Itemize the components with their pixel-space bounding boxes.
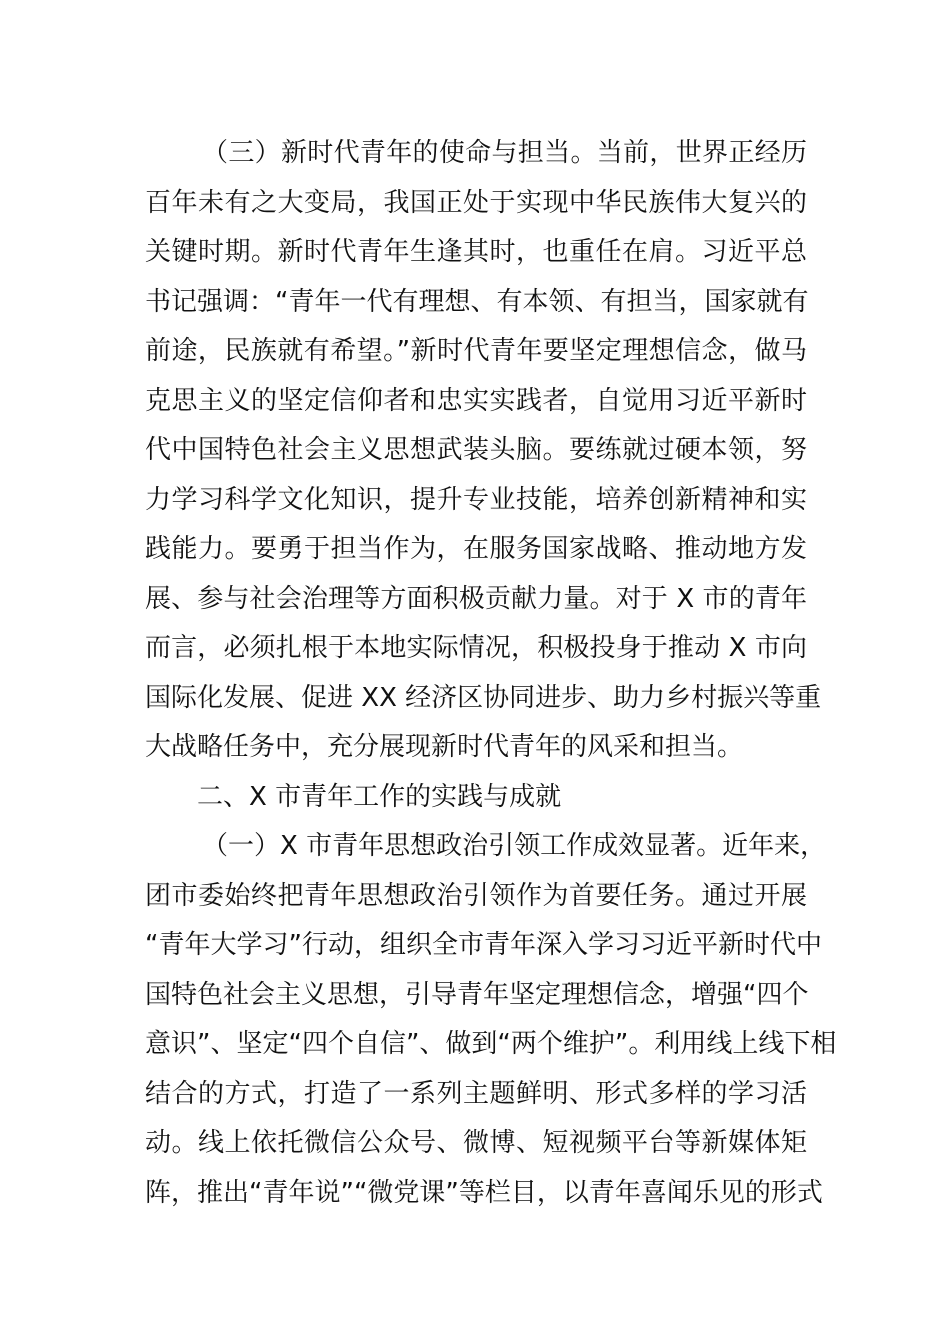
paragraph-line: 国际化发展、促进 XX 经济区协同进步、助力乡村振兴等重 — [145, 682, 822, 713]
paragraph-line: 大战略任务中，充分展现新时代青年的风采和担当。 — [145, 732, 744, 762]
paragraph-line: 关键时期。新时代青年生逢其时，也重任在肩。习近平总 — [145, 237, 807, 267]
paragraph-line: 而言，必须扎根于本地实际情况，积极投身于推动 X 市向 — [145, 633, 807, 663]
section-one-paragraph — [145, 822, 837, 1218]
paragraph-line: “青年大学习”行动，组织全市青年深入学习习近平新时代中 — [145, 930, 822, 960]
paragraph-line: 意识”、坚定“四个自信”、做到“两个维护”。利用线上线下相 — [145, 1029, 837, 1059]
paragraph-line: 国特色社会主义思想，引导青年坚定理想信念，增强“四个 — [145, 979, 809, 1010]
document-body — [145, 129, 837, 1218]
paragraph-line: （三）新时代青年的使命与担当。当前，世界正经历 — [202, 138, 807, 168]
chapter-two-heading: 二、X 市青年工作的实践与成就 — [197, 781, 562, 812]
paragraph-line: 践能力。要勇于担当作为，在服务国家战略、推动地方发 — [145, 534, 807, 564]
paragraph-line: 展、参与社会治理等方面积极贡献力量。对于 X 市的青年 — [145, 583, 807, 614]
paragraph-line: 克思主义的坚定信仰者和忠实实践者，自觉用习近平新时 — [145, 385, 807, 416]
section-three-paragraph — [145, 129, 822, 773]
paragraph-line: 阵，推出“青年说”“微党课”等栏目，以青年喜闻乐见的形式 — [145, 1177, 823, 1208]
paragraph-line: 代中国特色社会主义思想武装头脑。要练就过硬本领，努 — [145, 435, 807, 465]
paragraph-line: 团市委始终把青年思想政治引领作为首要任务。通过开展 — [145, 880, 807, 911]
paragraph-line: 动。线上依托微信公众号、微博、短视频平台等新媒体矩 — [145, 1128, 807, 1158]
paragraph-line: 结合的方式，打造了一系列主题鲜明、形式多样的学习活 — [145, 1078, 807, 1109]
paragraph-line: 力学习科学文化知识，提升专业技能，培养创新精神和实 — [145, 484, 807, 515]
paragraph-line: 百年未有之大变局，我国正处于实现中华民族伟大复兴的 — [145, 187, 807, 218]
paragraph-line: 前途，民族就有希望。”新时代青年要坚定理想信念，做马 — [145, 336, 807, 366]
paragraph-line: （一）X 市青年思想政治引领工作成效显著。近年来， — [202, 831, 827, 861]
paragraph-line: 书记强调：“青年一代有理想、有本领、有担当，国家就有 — [145, 286, 809, 317]
